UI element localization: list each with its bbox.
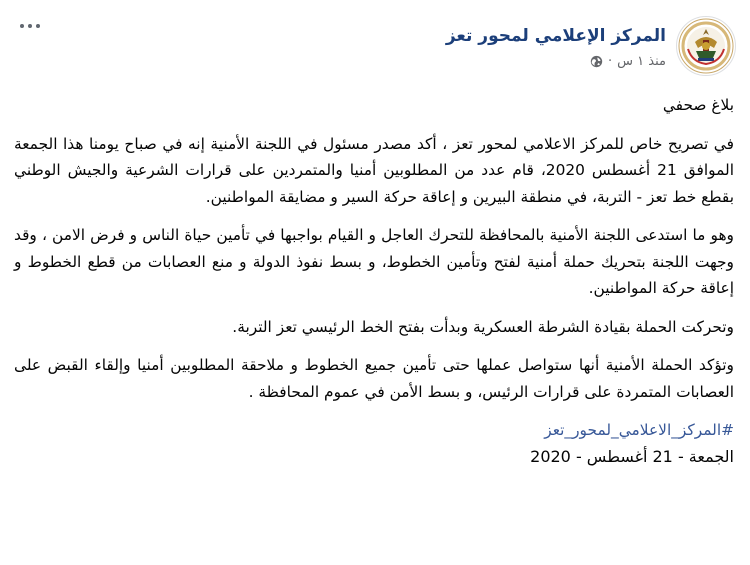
post-body <box>14 92 734 470</box>
hashtag-line <box>14 417 734 444</box>
more-dot <box>20 24 24 28</box>
globe-icon[interactable] <box>590 55 603 68</box>
more-dot <box>28 24 32 28</box>
more-options-button[interactable] <box>12 14 48 38</box>
avatar[interactable] <box>676 16 736 76</box>
more-dot <box>36 24 40 28</box>
meta-separator: · <box>608 53 613 69</box>
post-paragraph: وتحركت الحملة بقيادة الشرطة العسكرية وبدأت بفتح الخط الرئيسي تعز التربة. <box>232 317 734 336</box>
page-name-link[interactable]: المركز الإعلامي لمحور تعز <box>445 25 666 46</box>
hashtag-link[interactable]: #المركز_الاعلامي_لمحور_تعز <box>544 421 734 439</box>
post-title: بلاغ صحفي <box>662 96 734 114</box>
header-text <box>446 24 666 69</box>
emblem-logo-icon <box>678 18 734 74</box>
post-meta <box>590 54 666 69</box>
post-time[interactable]: منذ ١ س <box>617 53 666 69</box>
post-paragraph: وهو ما استدعى اللجنة الأمنية بالمحافظة للتحرك العاجل و القيام بواجبها في تأمين حياة الناس و فرض الامن ، وقد وجهت اللجنة بتحريك حملة أمنية لفتح وتأمين الخطوط، و بسط نفوذ الدولة و منع العصابات من قطع الخطوط و إعاقة حركة المواطنين. <box>14 226 734 297</box>
post-paragraph: في تصريح خاص للمركز الاعلامي لمحور تعز ، أكد مصدر مسئول في اللجنة الأمنية إنه في صباح يومنا هذا الجمعة الموافق 21 أغسطس 2020، قام عدد من المطلوبين أمنيا والمتمردين على قرارات الشرعية والجيش الوطني بقطع خط تعز - التربة، في منطقة البيرين و إعاقة حركة السير و مضايقة المواطنين. <box>14 134 734 206</box>
post-paragraph: وتؤكد الحملة الأمنية أنها ستواصل عملها حتى تأمين جميع الخطوط و ملاحقة المطلوبين أمنيا وإلقاء القبض على العصابات المتمردة على قرارات الرئيس، و بسط الأمن في عموم المحافظة . <box>14 356 734 401</box>
post-date: الجمعة - 21 أغسطس - 2020 <box>530 446 734 466</box>
post-header <box>446 14 736 78</box>
